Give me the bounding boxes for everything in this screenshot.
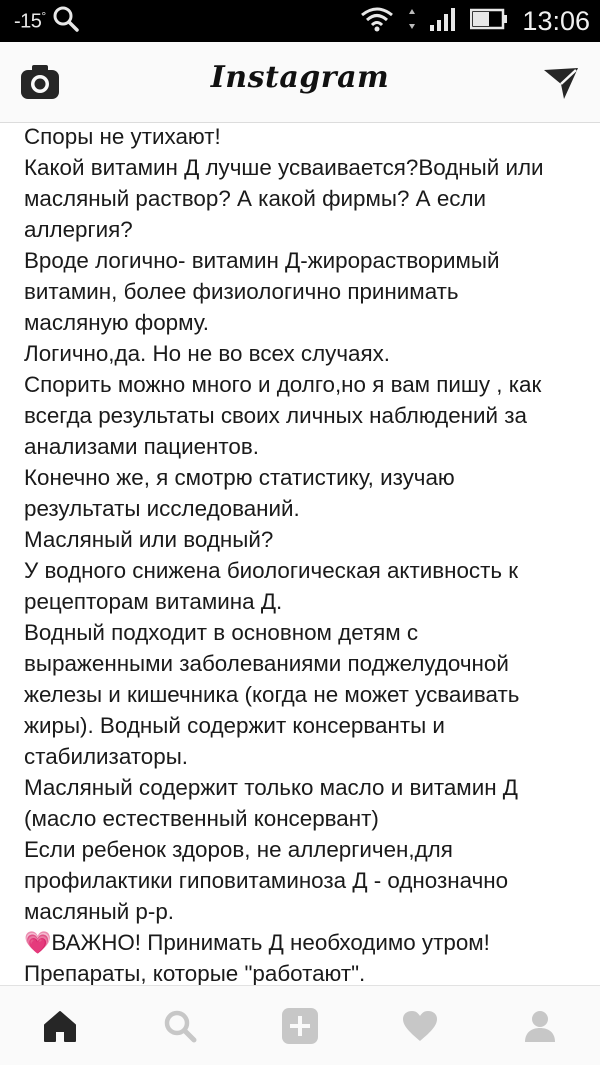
heart-icon[interactable] (400, 1006, 440, 1046)
caption-line: Спорить можно много и долго,но я вам пишу , как (24, 372, 542, 397)
caption-line: результаты исследований. (24, 496, 300, 521)
caption-line: аллергия? (24, 217, 133, 242)
heart-emoji: 💗 (24, 930, 52, 955)
caption-lines (24, 121, 584, 927)
caption-line: (масло естественный консервант) (24, 806, 379, 831)
caption-line: рецепторам витамина Д. (24, 589, 283, 614)
caption-line: Масляный содержит только масло и витамин Д (24, 775, 518, 800)
caption-line: Какой витамин Д лучше усваивается?Водный или (24, 155, 544, 180)
caption-line: стабилизаторы. (24, 744, 189, 769)
caption-line: Конечно же, я смотрю статистику, изучаю (24, 465, 455, 490)
temperature-value: -15 (14, 10, 42, 33)
temperature (14, 9, 46, 34)
clock: 13:06 (522, 5, 590, 36)
degree-symbol: ° (41, 8, 46, 23)
caption-line: железы и кишечника (когда не может усваивать (24, 682, 520, 707)
search-icon[interactable] (52, 5, 80, 38)
bottom-nav (0, 985, 600, 1065)
profile-icon[interactable] (520, 1006, 560, 1046)
caption-line: У водного снижена биологическая активность к (24, 558, 519, 583)
instagram-logo: Instagram (210, 60, 390, 95)
caption-line: анализами пациентов. (24, 434, 259, 459)
caption-last-line: Препараты, которые "работают". (24, 961, 366, 985)
signal-icon (430, 7, 456, 36)
caption-line: всегда результаты своих личных наблюдений за (24, 403, 527, 428)
app-header (0, 42, 600, 123)
status-left (14, 0, 80, 42)
caption-line: масляный р-р. (24, 899, 174, 924)
caption-line: Споры не утихают! (24, 124, 221, 149)
important-line (24, 927, 584, 958)
caption-line: выраженными заболеваниями поджелудочной (24, 651, 509, 676)
status-bar (0, 0, 600, 42)
caption-line: масляную форму. (24, 310, 209, 335)
direct-message-icon[interactable] (542, 66, 580, 100)
important-text: ВАЖНО! Принимать Д необходимо утром! (51, 930, 490, 955)
post-caption (24, 121, 584, 985)
caption-line: Если ребенок здоров, не аллергичен,для (24, 837, 453, 862)
caption-line: жиры). Водный содержит консерванты и (24, 713, 445, 738)
wifi-icon (360, 6, 394, 37)
status-right (360, 0, 590, 42)
caption-line: Масляный или водный? (24, 527, 274, 552)
home-icon[interactable] (40, 1006, 80, 1046)
caption-line: Вроде логично- витамин Д-жирорастворимый (24, 248, 500, 273)
data-arrows-icon (408, 8, 416, 35)
search-icon[interactable] (160, 1006, 200, 1046)
caption-line: витамин, более физиологично принимать (24, 279, 459, 304)
caption-line: Водный подходит в основном детям с (24, 620, 419, 645)
caption-line: масляный раствор? А какой фирмы? А если (24, 186, 487, 211)
caption-line: Логично,да. Но не во всех случаях. (24, 341, 391, 366)
battery-icon (470, 8, 508, 35)
caption-line: профилактики гиповитаминоза Д - однозначно (24, 868, 509, 893)
add-icon[interactable] (280, 1006, 320, 1046)
